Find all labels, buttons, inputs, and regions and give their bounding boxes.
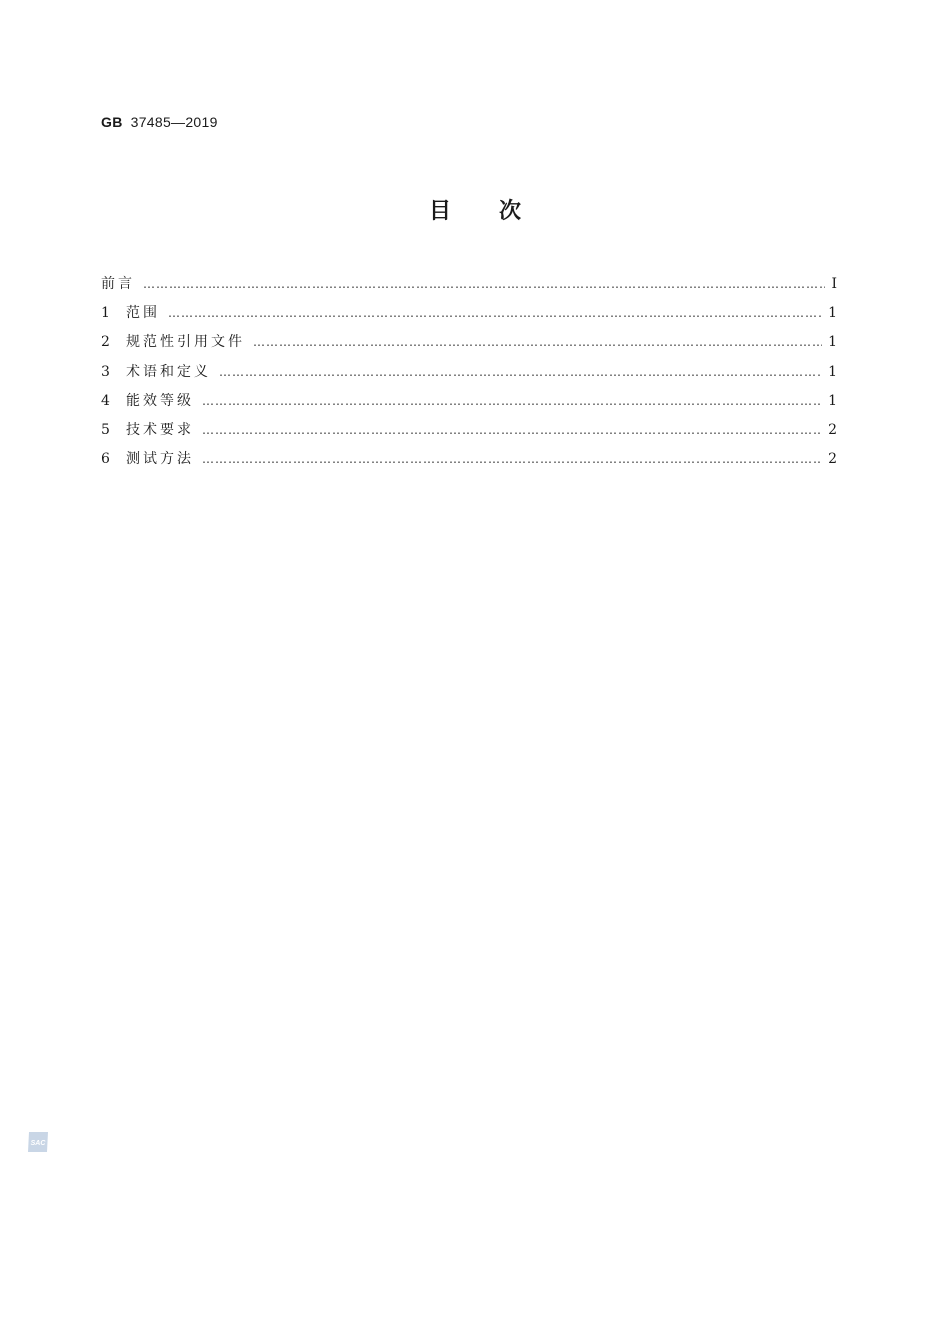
standard-prefix: GB [101,114,123,130]
toc-entry-page: 2 [828,421,837,438]
toc-title [0,194,950,225]
toc-title-char-2: 次 [499,199,522,224]
toc-dot-leader [202,394,822,408]
toc-entry-number: 5 [101,421,110,438]
toc-entry-label: 测试方法 [126,451,194,468]
toc-entry-page: Ⅰ [831,276,837,292]
toc-entry-efficiency-grades[interactable] [101,390,837,419]
toc-entry-scope[interactable] [101,302,837,331]
toc-entry-label: 前言 [101,276,135,292]
toc-entry-number: 6 [101,451,110,468]
toc-entry-label: 范围 [126,305,160,322]
toc-entry-label: 规范性引用文件 [126,334,245,351]
toc-title-char-1: 目 [428,199,451,224]
toc-entry-number: 3 [101,363,110,380]
table-of-contents [101,273,837,477]
toc-entry-number: 1 [101,305,110,322]
toc-dot-leader [168,306,822,320]
toc-entry-label: 技术要求 [126,421,194,438]
standard-number: 37485—2019 [130,114,218,130]
toc-entry-page: 1 [828,363,837,380]
toc-entry-technical-requirements[interactable] [101,419,837,448]
toc-dot-leader [219,365,822,379]
toc-entry-page: 1 [828,305,837,322]
toc-entry-foreword[interactable] [101,273,837,302]
toc-entry-label: 能效等级 [126,392,194,409]
toc-entry-page: 2 [828,451,837,468]
toc-entry-test-methods[interactable] [101,448,837,477]
svg-text:SAC: SAC [30,1140,46,1147]
toc-entry-page: 1 [828,392,837,409]
sac-logo-icon [26,1130,50,1154]
toc-dot-leader [202,423,822,437]
toc-entry-label: 术语和定义 [126,363,211,380]
standard-code [101,114,218,130]
toc-entry-page: 1 [828,334,837,351]
toc-dot-leader [202,452,822,466]
toc-entry-number: 4 [101,392,110,409]
toc-dot-leader [253,335,822,349]
toc-entry-normative-references[interactable] [101,331,837,360]
toc-entry-number: 2 [101,334,110,351]
toc-entry-terms-definitions[interactable] [101,361,837,390]
toc-dot-leader [143,277,825,291]
